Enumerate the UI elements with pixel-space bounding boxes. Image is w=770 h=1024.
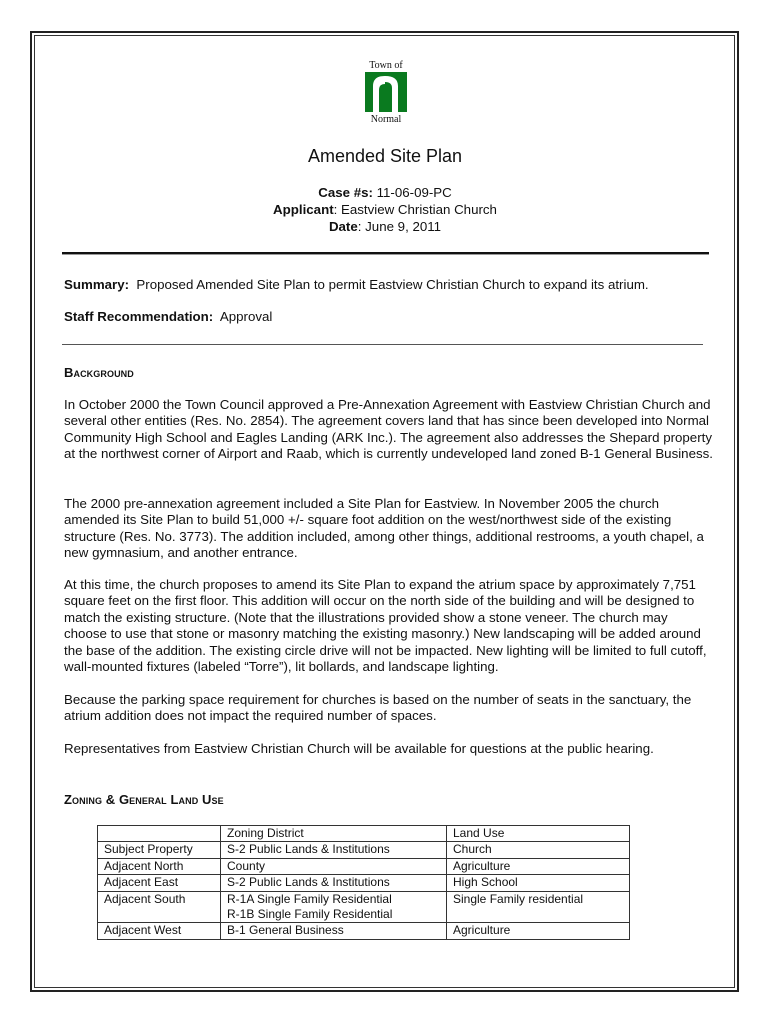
town-of-normal-logo	[356, 60, 416, 130]
background-paragraph: Representatives from Eastview Christian Church will be available for questions at the public hearing.	[64, 741, 654, 756]
area-cell: Adjacent South	[98, 891, 221, 923]
logo-top-text: Town of	[369, 60, 403, 71]
applicant	[0, 201, 770, 218]
district-cell: B-1 General Business	[221, 923, 447, 939]
land-use-cell: High School	[447, 875, 630, 891]
background-paragraph: The 2000 pre-annexation agreement included a Site Plan for Eastview. In November 2005 the church amended its Site Plan to build 51,000 +/- square foot addition on the west/northwest side of the existing structure (Res. No. 3773). The addition included, among other things, additional restrooms, a youth chapel, a new gymnasium, and another entrance.	[64, 496, 704, 561]
table-row	[98, 875, 630, 891]
district-cell: S-2 Public Lands & Institutions	[221, 842, 447, 858]
zoning-table	[97, 825, 630, 940]
summary-divider	[62, 344, 703, 345]
document-title: Amended Site Plan	[307, 146, 463, 166]
land-use-cell: Agriculture	[447, 858, 630, 874]
table-row	[98, 842, 630, 858]
area-cell: Adjacent East	[98, 875, 221, 891]
district-line: R-1B Single Family Residential	[227, 907, 393, 922]
header-cell: Land Use	[447, 826, 630, 842]
case-label: Case #s:	[318, 185, 373, 200]
summary-label: Summary:	[64, 277, 130, 292]
background-paragraph: In October 2000 the Town Council approved a Pre-Annexation Agreement with Eastview Christian Church and several other entities (Res. No. 2854). The agreement covers land that has since been developed into Normal Community High School and Eagles Landing (ARK Inc.). The agreement also addresses the Shepard property at the northwest corner of Airport and Raab, which is currently undeveloped land zoned B-1 General Business.	[64, 397, 713, 462]
background-heading: Background	[64, 365, 134, 380]
area-cell: Adjacent West	[98, 923, 221, 939]
case-number	[0, 184, 770, 201]
zoning-heading: Zoning & General Land Use	[64, 792, 224, 807]
applicant-value: : Eastview Christian Church	[333, 202, 497, 217]
district-line: R-1A Single Family Residential	[227, 891, 392, 906]
district-cell	[221, 891, 447, 923]
case-value: 11-06-09-PC	[376, 185, 452, 200]
applicant-label: Applicant	[273, 202, 334, 217]
background-paragraph: Because the parking space requirement for churches is based on the number of seats in the sanctuary, the atrium addition does not impact the required number of spaces.	[64, 692, 692, 724]
table-header-row	[98, 826, 630, 842]
header-cell: Zoning District	[221, 826, 447, 842]
header-cell	[98, 826, 221, 842]
table-row	[98, 891, 630, 923]
recommendation-value: Approval	[219, 309, 273, 324]
summary-value: Proposed Amended Site Plan to permit Eastview Christian Church to expand its atrium.	[136, 277, 649, 292]
district-cell: County	[221, 858, 447, 874]
land-use-cell: Agriculture	[447, 923, 630, 939]
town-arch-icon	[365, 72, 407, 112]
date-label: Date	[328, 219, 358, 234]
staff-recommendation	[64, 309, 272, 325]
area-cell: Subject Property	[98, 842, 221, 858]
area-cell: Adjacent North	[98, 858, 221, 874]
date-value: : June 9, 2011	[357, 219, 442, 234]
land-use-cell: Single Family residential	[447, 891, 630, 923]
recommendation-label: Staff Recommendation:	[64, 309, 214, 324]
background-paragraph: At this time, the church proposes to amend its Site Plan to expand the atrium space by approximately 7,751 square feet on the first floor. This addition will occur on the north side of the building and will be designed to match the existing structure. (Note that the illustrations provided show a stone veneer. The church may choose to use that stone or masonry matching the existing masonry.) New landscaping will be added around the base of the addition. The existing circle drive will not be impacted. New lighting will be limited to full cutoff, wall-mounted fixtures (labeled “Torre”), lit bollards, and landscape lighting.	[64, 577, 707, 675]
district-cell: S-2 Public Lands & Institutions	[221, 875, 447, 891]
logo-bottom-text: Normal	[370, 114, 402, 125]
table-row	[98, 858, 630, 874]
summary	[64, 277, 649, 293]
header-divider	[62, 252, 709, 255]
land-use-cell: Church	[447, 842, 630, 858]
table-row	[98, 923, 630, 939]
date	[0, 218, 770, 235]
